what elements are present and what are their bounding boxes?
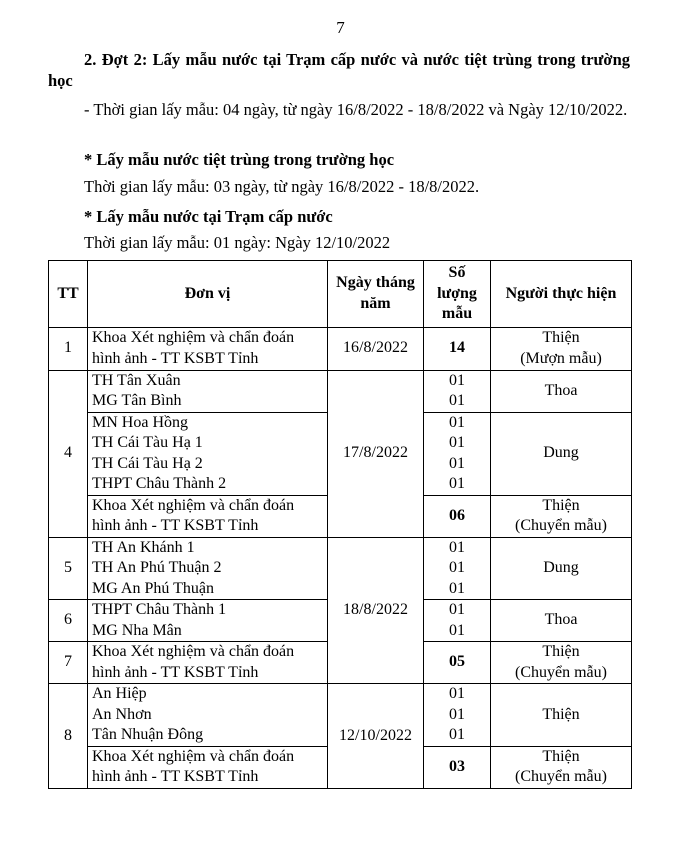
row-unit — [88, 537, 328, 600]
unit-name: Tân Nhuận Đông — [92, 726, 204, 743]
row-unit: Khoa Xét nghiệm và chẩn đoán hình ảnh - TT KSBT Tỉnh — [88, 327, 328, 370]
person-name: Thiện — [542, 496, 580, 514]
qty-value: 01 — [449, 621, 465, 639]
section-heading: 2. Đợt 2: Lấy mẫu nước tại Trạm cấp nước và nước tiệt trùng trong trường học — [48, 50, 630, 90]
unit-name: TH Cái Tàu Hạ 1 — [92, 434, 203, 451]
qty-value: 01 — [449, 454, 465, 472]
table-row — [49, 370, 632, 412]
row-unit — [88, 600, 328, 642]
table-row — [49, 684, 632, 747]
person-note: (Mượn mẫu) — [520, 349, 602, 367]
qty-value: 01 — [449, 601, 465, 618]
row-date: 12/10/2022 — [328, 684, 424, 789]
sampling-table — [48, 260, 632, 789]
person-note: (Chuyển mẫu) — [515, 768, 607, 785]
subsection-station-heading: * Lấy mẫu nước tại Trạm cấp nước — [84, 207, 333, 226]
header-unit: Đơn vị — [88, 261, 328, 328]
qty-value: 01 — [449, 726, 465, 743]
row-date: 17/8/2022 — [328, 370, 424, 537]
row-unit — [88, 412, 328, 495]
row-person — [491, 746, 632, 788]
person-note: (Chuyển mẫu) — [515, 663, 607, 681]
row-qty — [424, 600, 491, 642]
qty-value: 01 — [449, 538, 465, 556]
row-qty: 05 — [424, 642, 491, 684]
row-qty — [424, 537, 491, 600]
unit-name: MG Tân Bình — [92, 392, 182, 409]
unit-name: TH Tân Xuân — [92, 371, 181, 389]
row-unit: Khoa Xét nghiệm và chẩn đoán hình ảnh - TT KSBT Tỉnh — [88, 642, 328, 684]
row-person — [491, 642, 632, 684]
row-tt: 1 — [49, 327, 88, 370]
station-sampling-time: Thời gian lấy mẫu: 01 ngày: Ngày 12/10/2022 — [84, 233, 391, 252]
row-qty: 14 — [424, 327, 491, 370]
row-tt: 4 — [49, 370, 88, 537]
unit-name: THPT Châu Thành 1 — [92, 601, 227, 618]
table-header-row — [49, 261, 632, 328]
row-unit — [88, 684, 328, 747]
person-name: Thiện — [542, 329, 580, 346]
page-number: 7 — [336, 18, 345, 37]
table-row — [49, 327, 632, 370]
unit-name: An Nhơn — [92, 705, 152, 723]
row-unit — [88, 370, 328, 412]
row-person: Thoa — [491, 370, 632, 412]
row-person: Thoa — [491, 600, 632, 642]
qty-value: 01 — [449, 685, 465, 702]
row-qty — [424, 684, 491, 747]
qty-value: 01 — [449, 579, 465, 597]
row-date: 18/8/2022 — [328, 537, 424, 684]
row-unit: Khoa Xét nghiệm và chẩn đoán hình ảnh - TT KSBT Tỉnh — [88, 495, 328, 537]
row-qty — [424, 412, 491, 495]
header-date: Ngày tháng năm — [328, 261, 424, 328]
row-person: Dung — [491, 412, 632, 495]
row-person: Dung — [491, 537, 632, 600]
row-qty — [424, 370, 491, 412]
header-qty: Số lượng mẫu — [424, 261, 491, 328]
row-unit: Khoa Xét nghiệm và chẩn đoán hình ảnh - TT KSBT Tỉnh — [88, 746, 328, 788]
unit-name: MG An Phú Thuận — [92, 579, 214, 597]
unit-name: MG Nha Mân — [92, 621, 182, 639]
header-person: Người thực hiện — [491, 261, 632, 328]
qty-value: 01 — [449, 434, 465, 451]
unit-name: TH Cái Tàu Hạ 2 — [92, 454, 203, 472]
qty-value: 01 — [449, 559, 465, 576]
qty-value: 01 — [449, 371, 465, 389]
subsection-school-heading: * Lấy mẫu nước tiệt trùng trong trường học — [84, 150, 395, 169]
header-tt: TT — [49, 261, 88, 328]
row-qty: 03 — [424, 746, 491, 788]
table-row — [49, 537, 632, 600]
person-name: Thiện — [542, 643, 580, 660]
row-tt: 7 — [49, 642, 88, 684]
row-person — [491, 327, 632, 370]
qty-value: 01 — [449, 413, 465, 431]
row-tt: 6 — [49, 600, 88, 642]
unit-name: TH An Phú Thuận 2 — [92, 559, 222, 576]
sampling-time-text: - Thời gian lấy mẫu: 04 ngày, từ ngày 16/8/2022 - 18/8/2022 và Ngày 12/10/2022. — [84, 100, 628, 119]
row-tt: 8 — [49, 684, 88, 789]
row-qty: 06 — [424, 495, 491, 537]
school-sampling-time: Thời gian lấy mẫu: 03 ngày, từ ngày 16/8/2022 - 18/8/2022. — [84, 177, 480, 196]
qty-value: 01 — [449, 392, 465, 409]
qty-value: 01 — [449, 705, 465, 723]
person-note: (Chuyển mẫu) — [515, 517, 607, 534]
unit-name: THPT Châu Thành 2 — [92, 475, 227, 492]
row-person: Thiện — [491, 684, 632, 747]
row-person — [491, 495, 632, 537]
row-date: 16/8/2022 — [328, 327, 424, 370]
unit-name: TH An Khánh 1 — [92, 538, 195, 556]
row-tt: 5 — [49, 537, 88, 600]
unit-name: MN Hoa Hồng — [92, 413, 188, 431]
unit-name: An Hiệp — [92, 685, 147, 702]
person-name: Thiện — [542, 747, 580, 765]
qty-value: 01 — [449, 475, 465, 492]
